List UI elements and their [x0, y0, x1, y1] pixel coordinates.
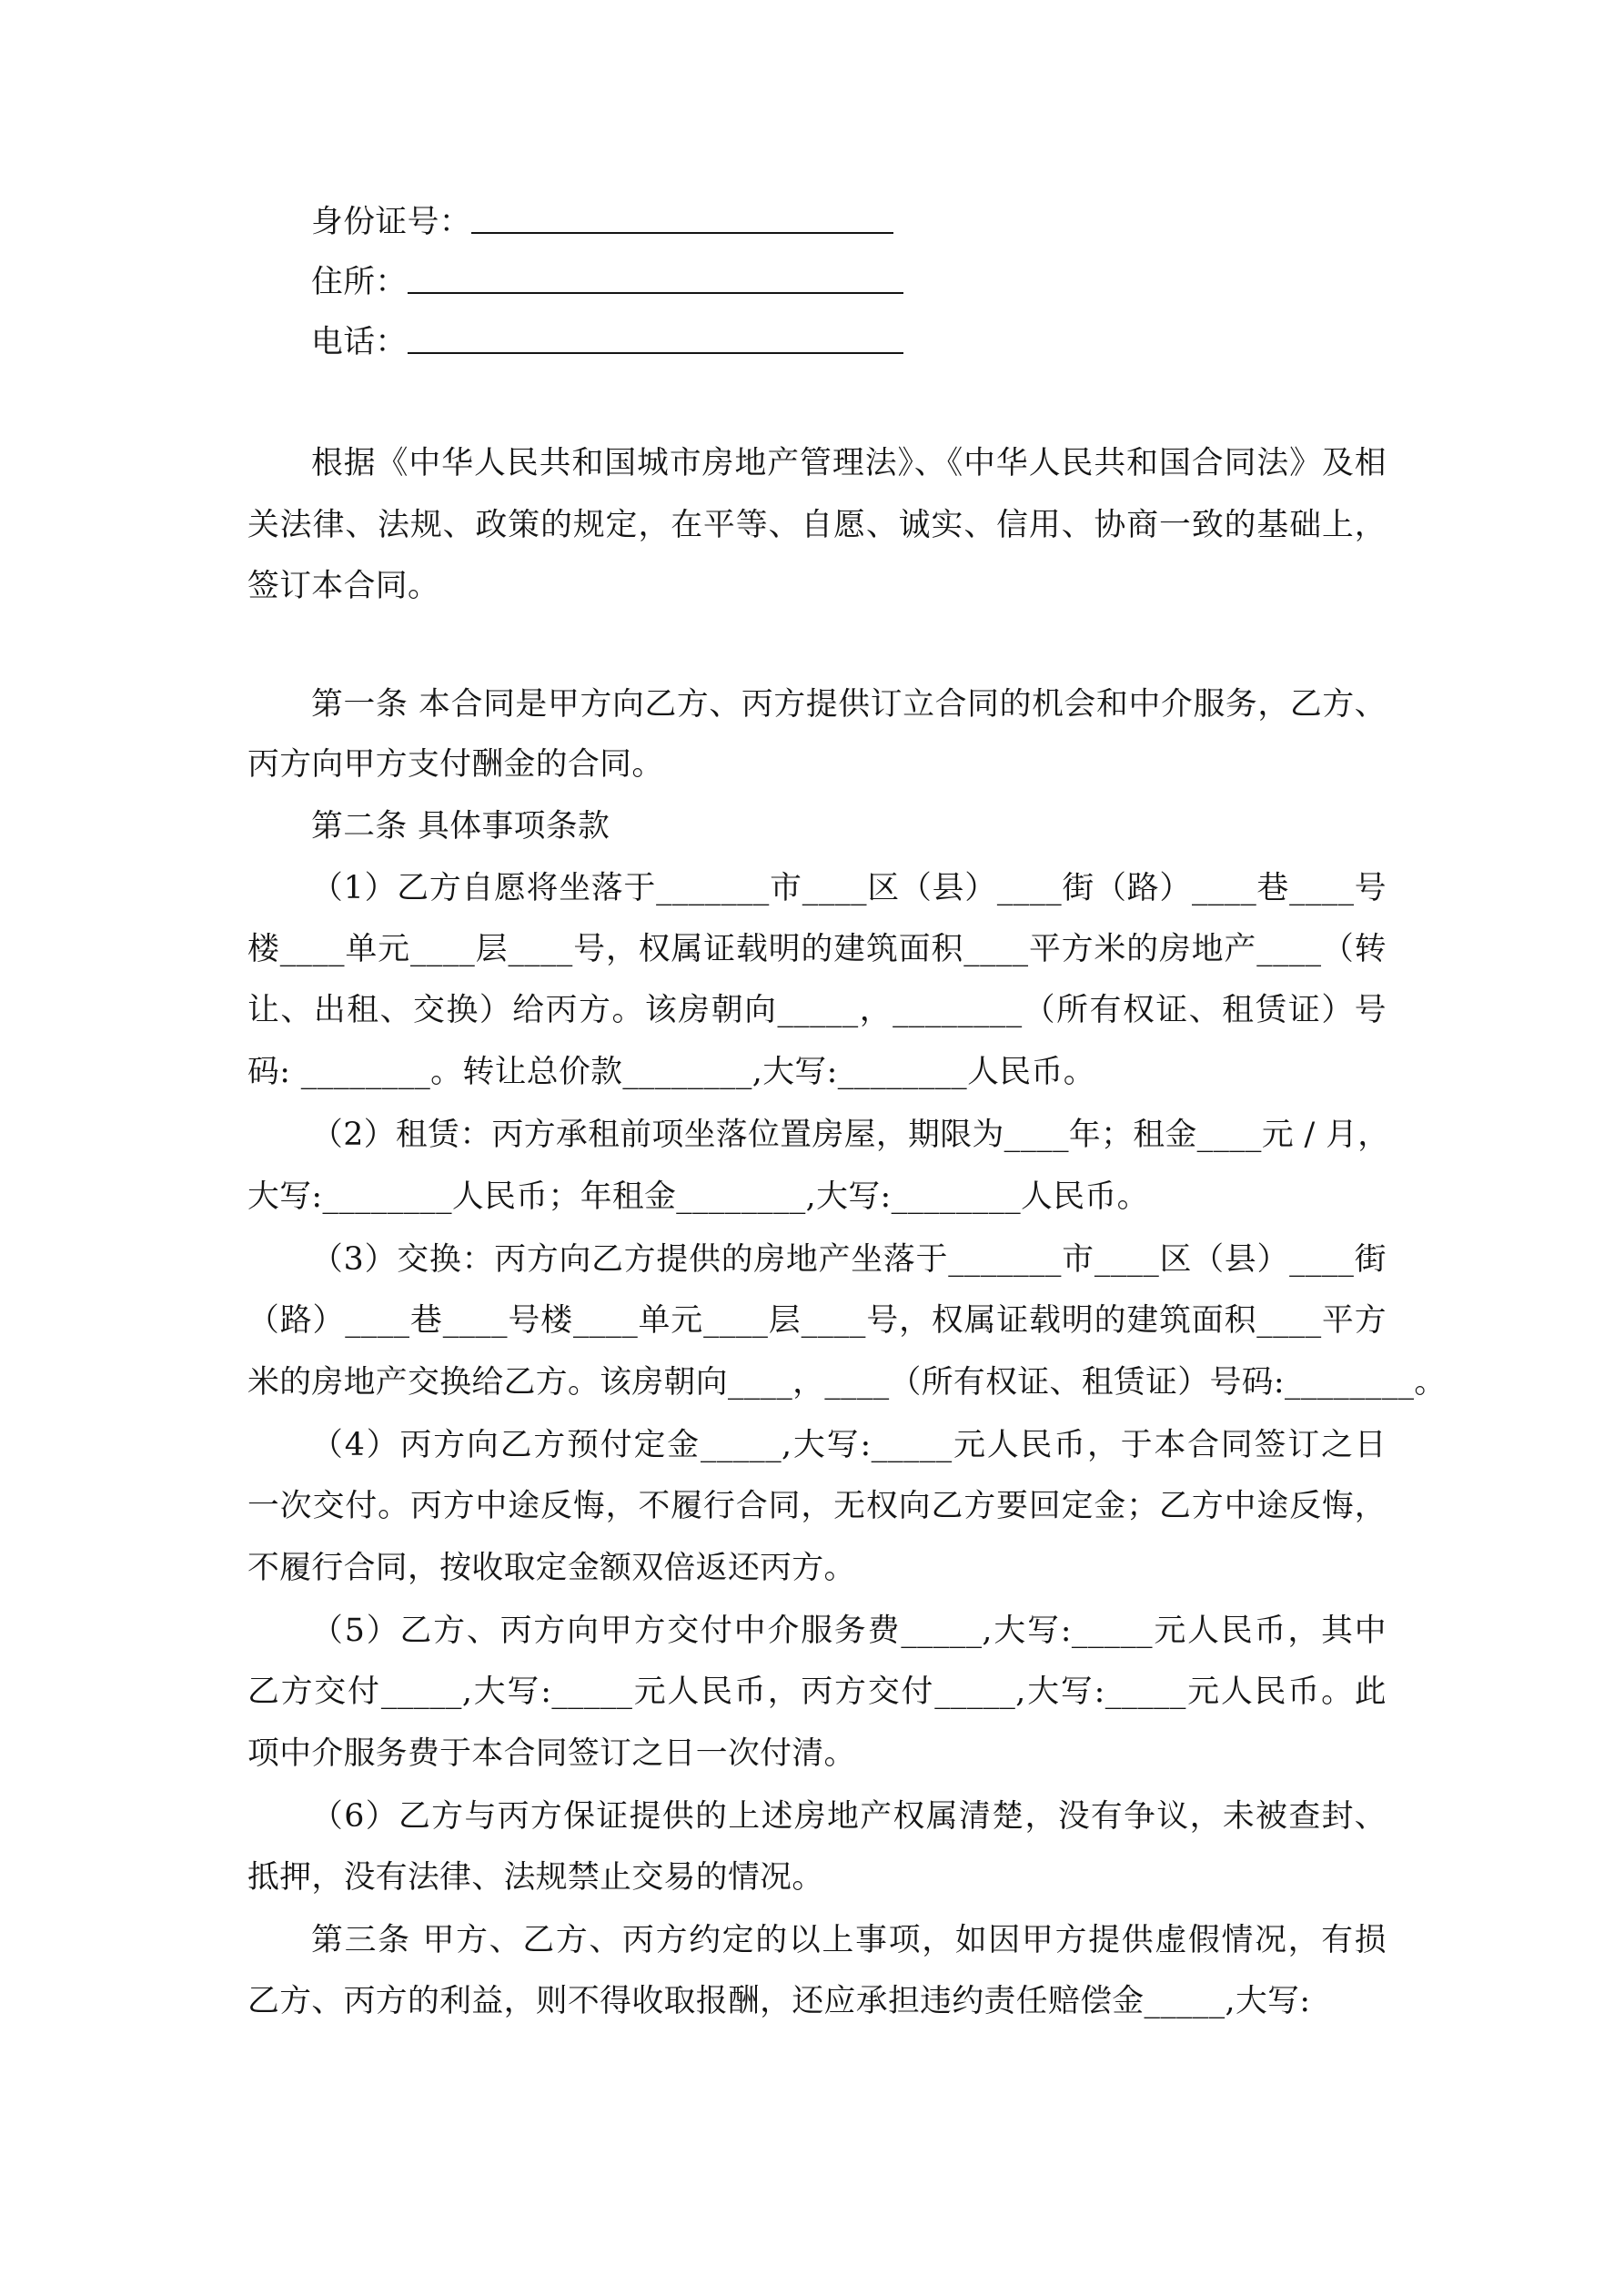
clause1-line: 让、出租、交换）给丙方。该房朝向_____，________（所有权证、租赁证）号: [247, 992, 1387, 1028]
article3-line: 第三条 甲方、乙方、丙方约定的以上事项，如因甲方提供虚假情况，有损: [311, 1922, 1387, 1958]
preamble-line: 签订本合同。: [247, 568, 440, 604]
clause2-line: 大写:________人民币；年租金________,大写:________人民币。: [247, 1178, 1149, 1215]
clause6-line: （6）乙方与丙方保证提供的上述房地产权属清楚，没有争议，未被查封、: [311, 1798, 1387, 1835]
phone-row: [311, 319, 903, 366]
id-number-row: [311, 198, 893, 246]
address-row: [311, 258, 903, 306]
clause1-line: 码: ________。转让总价款________,大写:________人民币。: [247, 1054, 1095, 1090]
clause3-line: 米的房地产交换给乙方。该房朝向____，____（所有权证、租赁证）号码:________。: [247, 1364, 1447, 1401]
clause4-line: 不履行合同，按收取定金额双倍返还丙方。: [247, 1550, 856, 1586]
clause3-line: （3）交换：丙方向乙方提供的房地产坐落于_______市____区（县）____街: [311, 1241, 1387, 1278]
clause2-line: （2）租赁：丙方承租前项坐落位置房屋，期限为____年；租金____元 / 月，: [311, 1117, 1390, 1153]
clause4-line: 一次交付。丙方中途反悔，不履行合同，无权向乙方要回定金；乙方中途反悔，: [247, 1488, 1387, 1524]
article3-line: 乙方、丙方的利益，则不得收取报酬，还应承担违约责任赔偿金_____,大写:: [247, 1983, 1311, 2019]
clause5-line: （5）乙方、丙方向甲方交付中介服务费_____,大写:_____元人民币，其中: [311, 1613, 1387, 1649]
clause3-line: （路）____巷____号楼____单元____层____号，权属证载明的建筑面积____平方: [247, 1302, 1387, 1339]
article1-line: 丙方向甲方支付酬金的合同。: [247, 746, 664, 783]
address-blank[interactable]: [408, 259, 903, 294]
id-number-label: 身份证号：: [311, 204, 471, 240]
clause1-line: 楼____单元____层____号，权属证载明的建筑面积____平方米的房地产____（转: [247, 931, 1387, 967]
clause6-line: 抵押，没有法律、法规禁止交易的情况。: [247, 1859, 824, 1896]
preamble-line: 关法律、法规、政策的规定，在平等、自愿、诚实、信用、协商一致的基础上，: [247, 507, 1387, 543]
clause5-line: 乙方交付_____,大写:_____元人民币，丙方交付_____,大写:_____元人民币。此: [247, 1674, 1387, 1710]
article1-line: 第一条 本合同是甲方向乙方、丙方提供订立合同的机会和中介服务，乙方、: [311, 686, 1387, 723]
address-label: 住所：: [311, 264, 408, 300]
clause1-line: （1）乙方自愿将坐落于_______市____区（县）____街（路）____巷____号: [311, 870, 1387, 906]
phone-label: 电话：: [311, 324, 408, 360]
preamble-line: 根据《中华人民共和国城市房地产管理法》、《中华人民共和国合同法》及相: [311, 445, 1387, 481]
article2-title: 第二条 具体事项条款: [311, 808, 610, 845]
clause4-line: （4）丙方向乙方预付定金_____,大写:_____元人民币，于本合同签订之日: [311, 1427, 1387, 1463]
clause5-line: 项中介服务费于本合同签订之日一次付清。: [247, 1735, 856, 1772]
phone-blank[interactable]: [408, 319, 903, 354]
id-number-blank[interactable]: [471, 199, 893, 234]
